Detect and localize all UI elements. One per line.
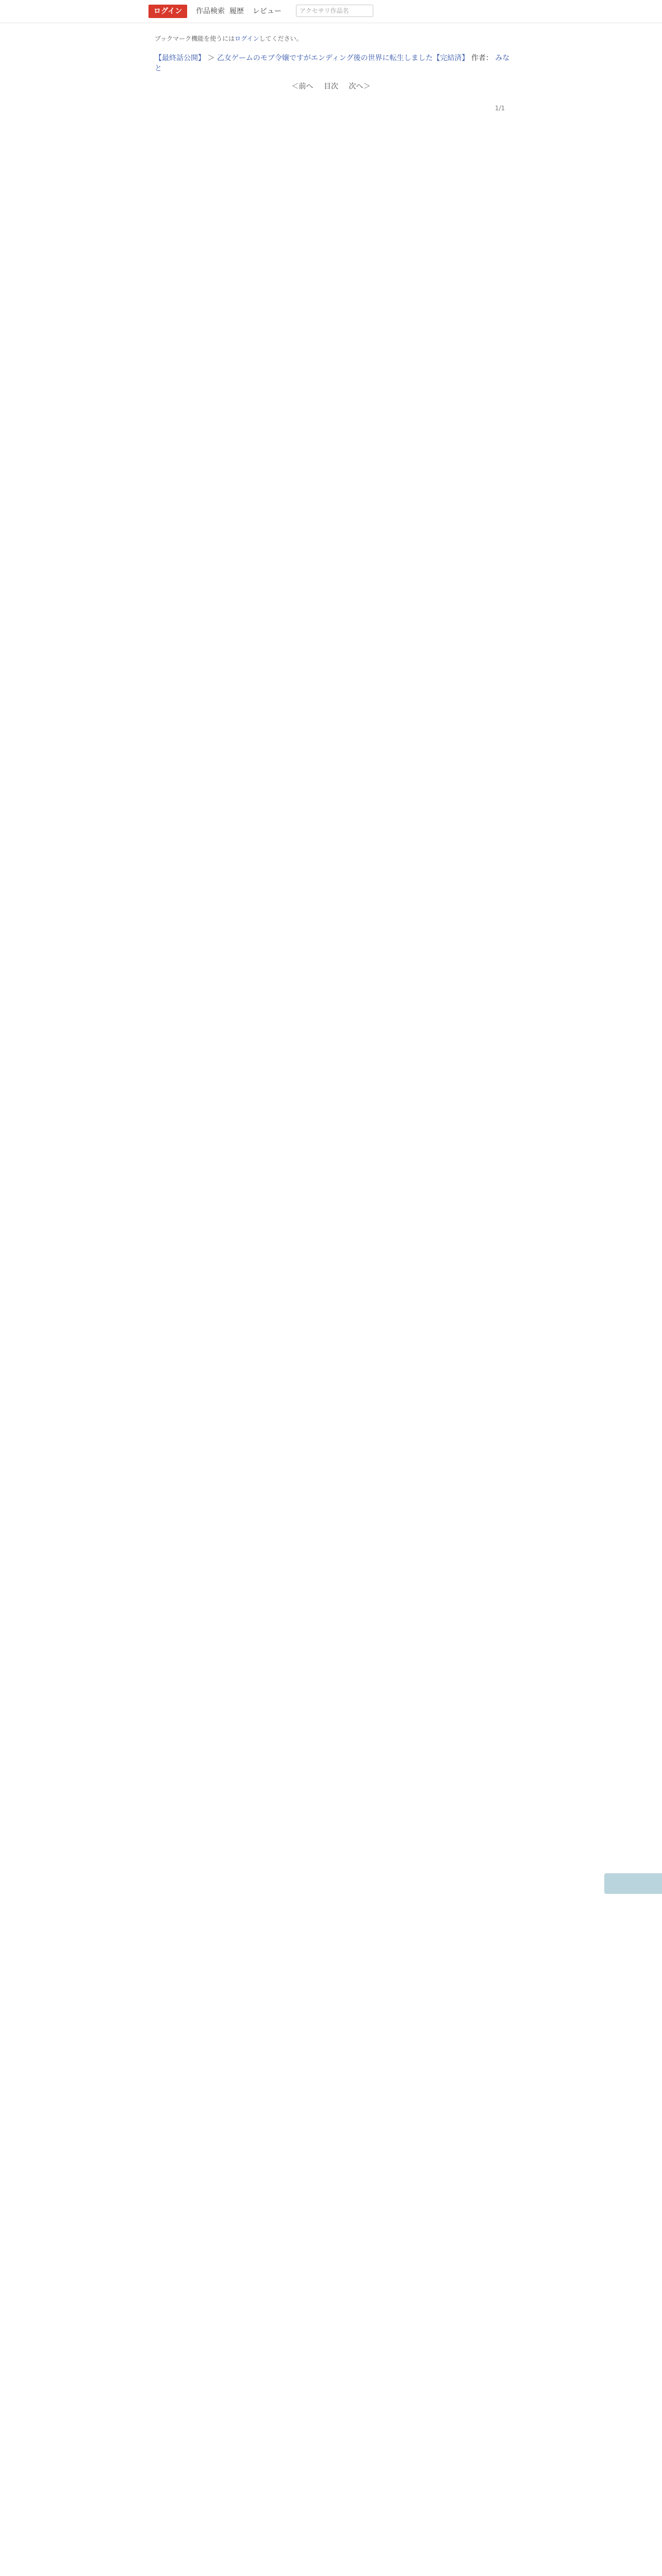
chapter-nav-top (0, 81, 662, 91)
prev-chapter-link[interactable]: ＜前へ (291, 82, 313, 91)
nav-history-link[interactable]: 履歴 (229, 7, 244, 15)
page-count: 1/1 (495, 105, 505, 112)
toc-link[interactable]: 目次 (324, 82, 338, 91)
next-chapter-link[interactable]: 次へ＞ (349, 82, 371, 91)
author-label: 作者： (471, 54, 493, 62)
reading-settings-button[interactable] (604, 1873, 662, 1894)
notice-login-link[interactable]: ログイン (235, 35, 259, 42)
search-input[interactable]: アクセサリ作品名 (296, 5, 373, 17)
login-button[interactable]: ログイン (148, 5, 187, 18)
nav-search-link[interactable]: 作品検索 (196, 7, 225, 15)
bookmark-notice: ブックマーク機能を使うにはログインしてください。 (155, 35, 303, 42)
breadcrumb-series-link[interactable]: 【最終話公開】 (155, 54, 205, 62)
top-header (0, 0, 662, 23)
nav-review-link[interactable]: レビュー (253, 7, 282, 15)
breadcrumb: 【最終話公開】 ＞ 乙女ゲームのモブ令嬢ですがエンディング後の世界に転生しました【完結済】 作者： みなと (155, 54, 510, 73)
author-link[interactable]: みなと (155, 54, 510, 73)
breadcrumb-title-link[interactable]: 乙女ゲームのモブ令嬢ですがエンディング後の世界に転生しました【完結済】 (217, 54, 469, 62)
